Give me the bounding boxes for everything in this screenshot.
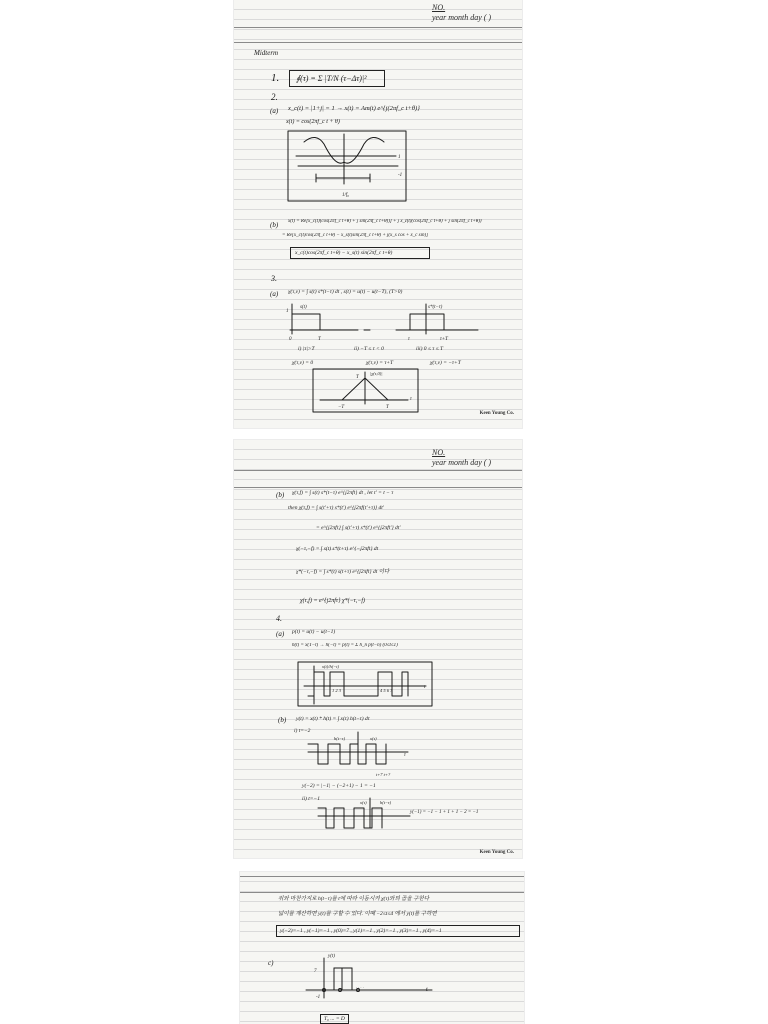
svg-text:x(τ): x(τ) [370, 736, 377, 741]
svg-text:1 2 3: 1 2 3 [332, 688, 341, 693]
result-iii: χ(τ,v) = −τ+T [430, 360, 461, 366]
p3b-result: χ(τ,f) = e^{j2πfτ} χ*(−τ,−f) [300, 598, 366, 604]
p4b-res2: y(−1) = −1 − 1 + 1 + 1 − 2 = −1 [410, 810, 479, 815]
svg-text:t: t [424, 685, 426, 690]
svg-text:τ+T: τ+T [440, 337, 448, 342]
p3b-line2: then χ(τ,f) = ∫ s(t'+τ) s*(t') e^{j2πf(t'+τ)} dt' [288, 505, 384, 511]
notebook-page-1 [234, 0, 522, 428]
p4c-graph-label: y(t) [328, 954, 335, 959]
svg-text:τ: τ [410, 397, 412, 402]
svg-text:x(t)/h(−t): x(t)/h(−t) [322, 664, 340, 669]
p2b-line1: x(t) = Re[x_c(t)(cos(2πf_c t+θ) + j sin(2πf_c t+θ))] + j x_I(t)(cos(2πf_c t+θ) + j sin(2πf_c t+θ)) [288, 219, 482, 224]
svg-text:1/f₀: 1/f₀ [342, 193, 350, 198]
svg-text:-1: -1 [316, 995, 321, 1000]
p4b-label: (b) [278, 716, 287, 724]
svg-text:−T: −T [338, 405, 345, 410]
svg-text:. . . .: . . . . [356, 984, 364, 989]
p4c-t: t [426, 987, 428, 993]
p3-answer: y(−2)=−1 , y(−1)=−1 , y(0)=7 , y(1)=−1 , y(2)=−1 , y(3)=−1 , y(4)=−1 [276, 925, 520, 937]
brand-label: Keen Young Co. [479, 850, 514, 855]
impulse-graph [300, 954, 440, 1004]
svg-text:4 5 6 7: 4 5 6 7 [380, 688, 393, 693]
p3-label: 3. [271, 274, 277, 283]
square-wave-graph-b2 [314, 796, 414, 836]
case-ii: ii) −T ≤ τ < 0 [354, 346, 384, 352]
date-line: year month day ( ) [432, 458, 492, 467]
pulse-graphs [278, 300, 518, 344]
problem-label: Midterm [254, 49, 279, 57]
no-label: NO. [432, 3, 446, 12]
p4b-i: i) t=−2 [294, 728, 311, 734]
svg-text:t+7 t+?: t+7 t+? [376, 772, 391, 777]
p2-label: 2. [271, 92, 278, 102]
p1-label: 1. [271, 72, 280, 84]
triangle-graph [312, 368, 422, 413]
p4b-line1: y(t) = x(t) * h(t) = ∫ x(τ) h(t−τ) dτ [296, 716, 370, 722]
svg-text:s*(t−τ): s*(t−τ) [428, 305, 443, 310]
p4b-ii: ii) t=−1 [302, 796, 320, 802]
svg-text:T: T [318, 337, 321, 342]
p3b-line1: χ(τ,f) = ∫ s(t) s*(t−τ) e^{j2πft} dt , let t' = t − τ [292, 490, 394, 496]
p4a-line1: p(t) = u(t) − u(t−1) [292, 629, 336, 635]
svg-text:-1: -1 [398, 173, 403, 178]
result-ii: χ(τ,v) = τ+T [366, 360, 394, 366]
p4c-bottom: T₀ ... = D [320, 1014, 349, 1024]
p4a-line2: h(t) = x(T−t) → h(−t) = p(t) = Σ h_n p(t−n) (0≤t≤1) [292, 643, 398, 648]
p4c-label: c) [268, 959, 274, 967]
p2a-line2: x(t) = cos(2πf_c t + θ) [286, 119, 340, 125]
svg-text:T: T [356, 375, 359, 380]
p3b-line3: = e^{j2πfτ} ∫ s(t'+τ) s*(t') e^{j2πft'} dt' [316, 525, 401, 531]
no-label: NO. [432, 448, 446, 457]
p2b-answer: x_c(t)cos(2πf_c t+θ) − x_s(t) sin(2πf_c t+θ) [290, 247, 430, 259]
graph-title: |χ(τ,0)| [370, 371, 383, 376]
date-line: year month day ( ) [432, 13, 492, 22]
p3b-line4: χ(−τ,−f) = ∫ s(t) s*(t+τ) e^{−j2πft} dt [296, 546, 379, 552]
svg-text:τ: τ [408, 337, 410, 342]
p2b-line2: = Re[x_c(t)cos(2πf_c t+θ) − x_s(t)sin(2πf_c t+θ) + j(x_s cos + x_c sin)] [282, 233, 429, 238]
result-i: χ(τ,v) = 0 [292, 360, 314, 366]
svg-text:x(τ): x(τ) [360, 800, 367, 805]
p2a-line1: x_c(t) = |1+j| = 1 → x(t) = Am(t) e^{j(2πf_c t+θ)} [288, 105, 420, 112]
p4b-res1: y(−2) = |−1| − (−2+1) − 1 = −1 [302, 783, 376, 789]
p3-text2: 넓이를 계산하면 y(t)를 구할 수 있다. 이때 −2≤t≤4 에서 y(t)를 구하면 [278, 911, 437, 917]
case-i: i) |τ|>T [298, 346, 315, 352]
brand-label: Keen Young Co. [479, 411, 514, 416]
case-iii: iii) 0 ≤ τ ≤ T [416, 346, 444, 352]
page-header [432, 3, 491, 23]
p2a-label: (a) [270, 107, 279, 115]
svg-text:τ: τ [404, 753, 406, 758]
p1-formula: ∮(τ) = Σ |T/N (τ−Δτ)|² [289, 70, 385, 87]
p3a-label: (a) [270, 290, 279, 298]
p3-text1: 위와 마찬가지로 h(t−τ)를 t에 따라 이동시켜 χ(τ)와의 곱을 구한다 [278, 896, 430, 902]
svg-text:7: 7 [314, 969, 317, 974]
svg-text:1: 1 [286, 309, 289, 314]
svg-text:s(t): s(t) [300, 305, 307, 310]
p3b-label: (b) [276, 491, 285, 499]
svg-text:T: T [386, 405, 389, 410]
svg-text:0: 0 [289, 337, 292, 342]
svg-text:h(t−τ): h(t−τ) [334, 736, 346, 741]
p3b-line5: χ*(−τ,−f) = ∫ s*(t) s(t+τ) e^{j2πft} dt 이다 [296, 569, 390, 575]
svg-text:1: 1 [398, 155, 401, 160]
square-wave-graph-a [296, 656, 436, 708]
svg-text:h(t−τ): h(t−τ) [380, 800, 392, 805]
cosine-graph [286, 128, 426, 206]
p4a-label: (a) [276, 630, 285, 638]
p2b-label: (b) [270, 221, 279, 229]
p4-label: 4. [276, 614, 282, 623]
notebook-page-3 [240, 872, 524, 1024]
page-header [432, 448, 491, 468]
square-wave-graph-b1 [304, 728, 414, 778]
notebook-page-2 [234, 440, 522, 858]
p3a-line1: χ(τ,v) = ∫ s(t) s*(t−τ) dt , s(t) = u(t) − u(t−T), (T>0) [288, 289, 403, 295]
